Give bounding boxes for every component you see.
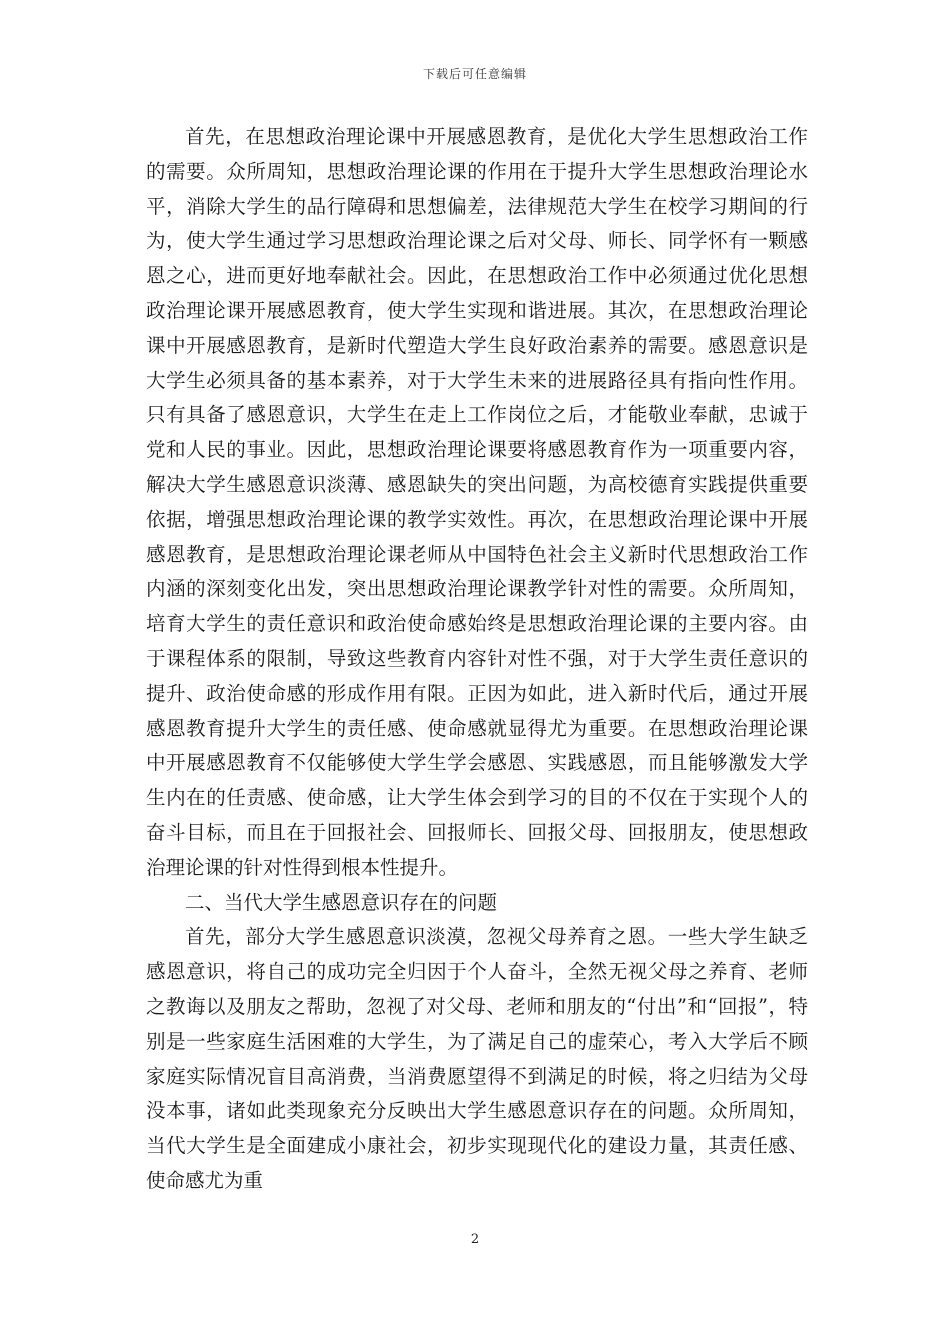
section-heading: 二、当代大学生感恩意识存在的问题 (185, 890, 498, 914)
page-header: 下载后可任意编辑 (422, 67, 527, 81)
body-paragraph: 首先，在思想政治理论课中开展感恩教育，是优化大学生思想政治工作的需要。众所周知，思想政治理论课的作用在于提升大学生思想政治理论水平，消除大学生的品行障碍和思想偏差，法律规范大学生在校学习期间的行为，使大学生通过学习思想政治理论课之后对父母、师长、同学怀有一颗感恩之心，进而更好地奉献社会。因此，在思想政治工作中必须通过优化思想政治理论课开展感恩教育，使大学生实现和谐进展。其次，在思想政治理论课中开展感恩教育，是新时代塑造大学生良好政治素养的需要。感恩意识是大学生必须具备的基本素养，对于大学生未来的进展路径具有指向性作用。只有具备了感恩意识，大学生在走上工作岗位之后，才能敬业奉献，忠诚于党和人民的事业。因此，思想政治理论课要将感恩教育作为一项重要内容，解决大学生感恩意识淡薄、感恩缺失的突出问题，为高校德育实践提供重要依据，增强思想政治理论课的教学实效性。再次，在思想政治理论课中开展感恩教育，是思想政治理论课老师从中国特色社会主义新时代思想政治工作内涵的深刻变化出发，突出思想政治理论课教学针对性的需要。众所周知，培育大学生的责任意识和政治使命感始终是思想政治理论课的主要内容。由于课程体系的限制，导致这些教育内容针对性不强，对于大学生责任意识的提升、政治使命感的形成作用有限。正因为如此，进入新时代后，通过开展感恩教育提升大学生的责任感、使命感就显得尤为重要。在思想政治理论课中开展感恩教育不仅能够使大学生学会感恩、实践感恩，而且能够激发大学生内在的任责感、使命感，让大学生体会到学习的目的不仅在于实现个人的奋斗目标，而且在于回报社会、回报师长、回报父母、回报朋友，使思想政治理论课的针对性得到根本性提升。 (146, 125, 808, 879)
page-number: 2 (470, 1232, 480, 1247)
body-paragraph: 首先，部分大学生感恩意识淡漠，忽视父母养育之恩。一些大学生缺乏感恩意识，将自己的成功完全归因于个人奋斗，全然无视父母之养育、老师之教诲以及朋友之帮助，忽视了对父母、老师和朋友的“付出”和“回报”，特别是一些家庭生活困难的大学生，为了满足自己的虚荣心，考入大学后不顾家庭实际情况盲目高消费，当消费愿望得不到满足的时候，将之归结为父母没本事，诸如此类现象充分反映出大学生感恩意识存在的问题。众所周知，当代大学生是全面建成小康社会，初步实现现代化的建设力量，其责任感、使命感尤为重 (146, 925, 808, 1192)
document-body (146, 120, 808, 1199)
